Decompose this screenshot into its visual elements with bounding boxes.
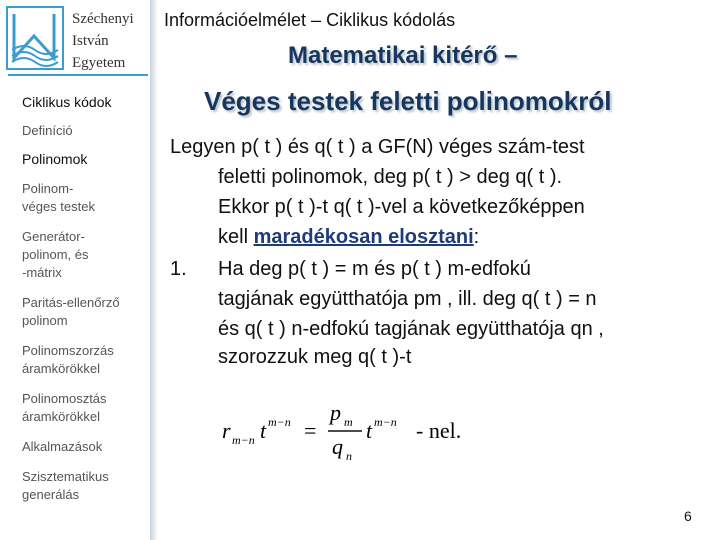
sidebar-item-label: Polinomszorzás (22, 343, 114, 358)
university-name-line2: István (72, 33, 109, 49)
sidebar-item-label-2: generálás (22, 487, 80, 502)
sidebar-item-label-3: -mátrix (22, 265, 62, 280)
formula-denominator-q: q (332, 434, 343, 459)
formula-r: r (222, 418, 231, 443)
sidebar-item-label: Szisztematikus (22, 469, 109, 484)
sidebar-divider (150, 0, 158, 540)
university-name (72, 8, 134, 74)
formula-rhs-superscript: m−n (374, 415, 397, 429)
formula-t: t (260, 418, 267, 443)
sidebar-item-polinomok[interactable] (22, 150, 87, 168)
formula-rhs-t: t (366, 418, 373, 443)
sidebar-item-label-2: polinom (22, 313, 68, 328)
highlight-link: maradékosan elosztani (253, 226, 474, 248)
sidebar-item-label: Paritás-ellenőrző (22, 295, 120, 310)
sidebar-item-label: Polinomosztás (22, 391, 107, 406)
sidebar-item-label: Polinom- (22, 181, 74, 196)
list-item-line1: Ha deg p( t ) = m és p( t ) m-edfokú (218, 258, 531, 280)
sidebar-item-label: Alkalmazások (22, 439, 103, 454)
sidebar-item-polinomszorzas[interactable] (22, 342, 114, 378)
university-logo-icon (6, 6, 64, 70)
list-item-number: 1. (170, 258, 187, 280)
body-text: : (473, 226, 480, 248)
sidebar-item-label: Polinomok (22, 151, 88, 167)
slide-title-line2: Véges testek feletti polinomokról (204, 86, 612, 116)
sidebar-section-title: Ciklikus kódok (22, 94, 112, 110)
sidebar-item-label-2: polinom, és (22, 247, 89, 262)
body-paragraph-line3: Ekkor p( t )-t q( t )-vel a következőképpen (218, 196, 585, 218)
university-name-line1: Széchenyi (72, 11, 134, 27)
formula-denominator-subscript: n (346, 449, 352, 463)
sidebar-item-generator-polinom[interactable] (22, 228, 88, 282)
slide-title-line1: Matematikai kitérő – (288, 42, 518, 69)
body-paragraph-line4 (218, 222, 479, 252)
formula-numerator-subscript: m (344, 415, 353, 429)
body-text: kell (218, 226, 254, 248)
body-paragraph-line2: feletti polinomok, deg p( t ) > deg q( t ). (218, 166, 563, 188)
sidebar-item-paritas-ellenorzo[interactable] (22, 294, 120, 330)
sidebar-item-polinom-veges-testek[interactable] (22, 180, 95, 216)
sidebar-item-label: Definíció (22, 123, 73, 138)
sidebar-item-alkalmazasok[interactable] (22, 438, 102, 456)
header-title: Információelmélet – Ciklikus kódolás (164, 10, 456, 30)
sidebar-item-label-2: véges testek (22, 199, 95, 214)
page-number: 6 (684, 508, 692, 524)
sidebar-item-label-2: áramkörökkel (22, 409, 101, 424)
university-name-line3: Egyetem (72, 55, 126, 71)
formula-r-subscript: m−n (232, 433, 255, 447)
sidebar-item-definicio[interactable] (22, 122, 73, 140)
logo-divider (8, 74, 148, 76)
list-item-line4: szorozzuk meg q( t )-t (218, 346, 412, 368)
sidebar-item-polinomosztas[interactable] (22, 390, 107, 426)
sidebar-item-szisztematikus-generalas[interactable] (22, 468, 109, 504)
division-formula (216, 398, 506, 468)
list-item-line2: tagjának együtthatója pm , ill. deg q( t ) = n (218, 288, 597, 310)
formula-suffix: - nel. (416, 418, 462, 443)
formula-numerator-p: p (330, 400, 341, 425)
list-item-line3: és q( t ) n-edfokú tagjának együtthatója qn , (218, 318, 604, 340)
sidebar-item-label-2: áramkörökkel (22, 361, 101, 376)
formula-equals: = (304, 418, 317, 443)
sidebar-item-label: Generátor- (22, 229, 85, 244)
sidebar (0, 0, 152, 540)
body-paragraph-line1: Legyen p( t ) és q( t ) a GF(N) véges szám-test (170, 136, 585, 158)
formula-t-superscript: m−n (268, 415, 291, 429)
